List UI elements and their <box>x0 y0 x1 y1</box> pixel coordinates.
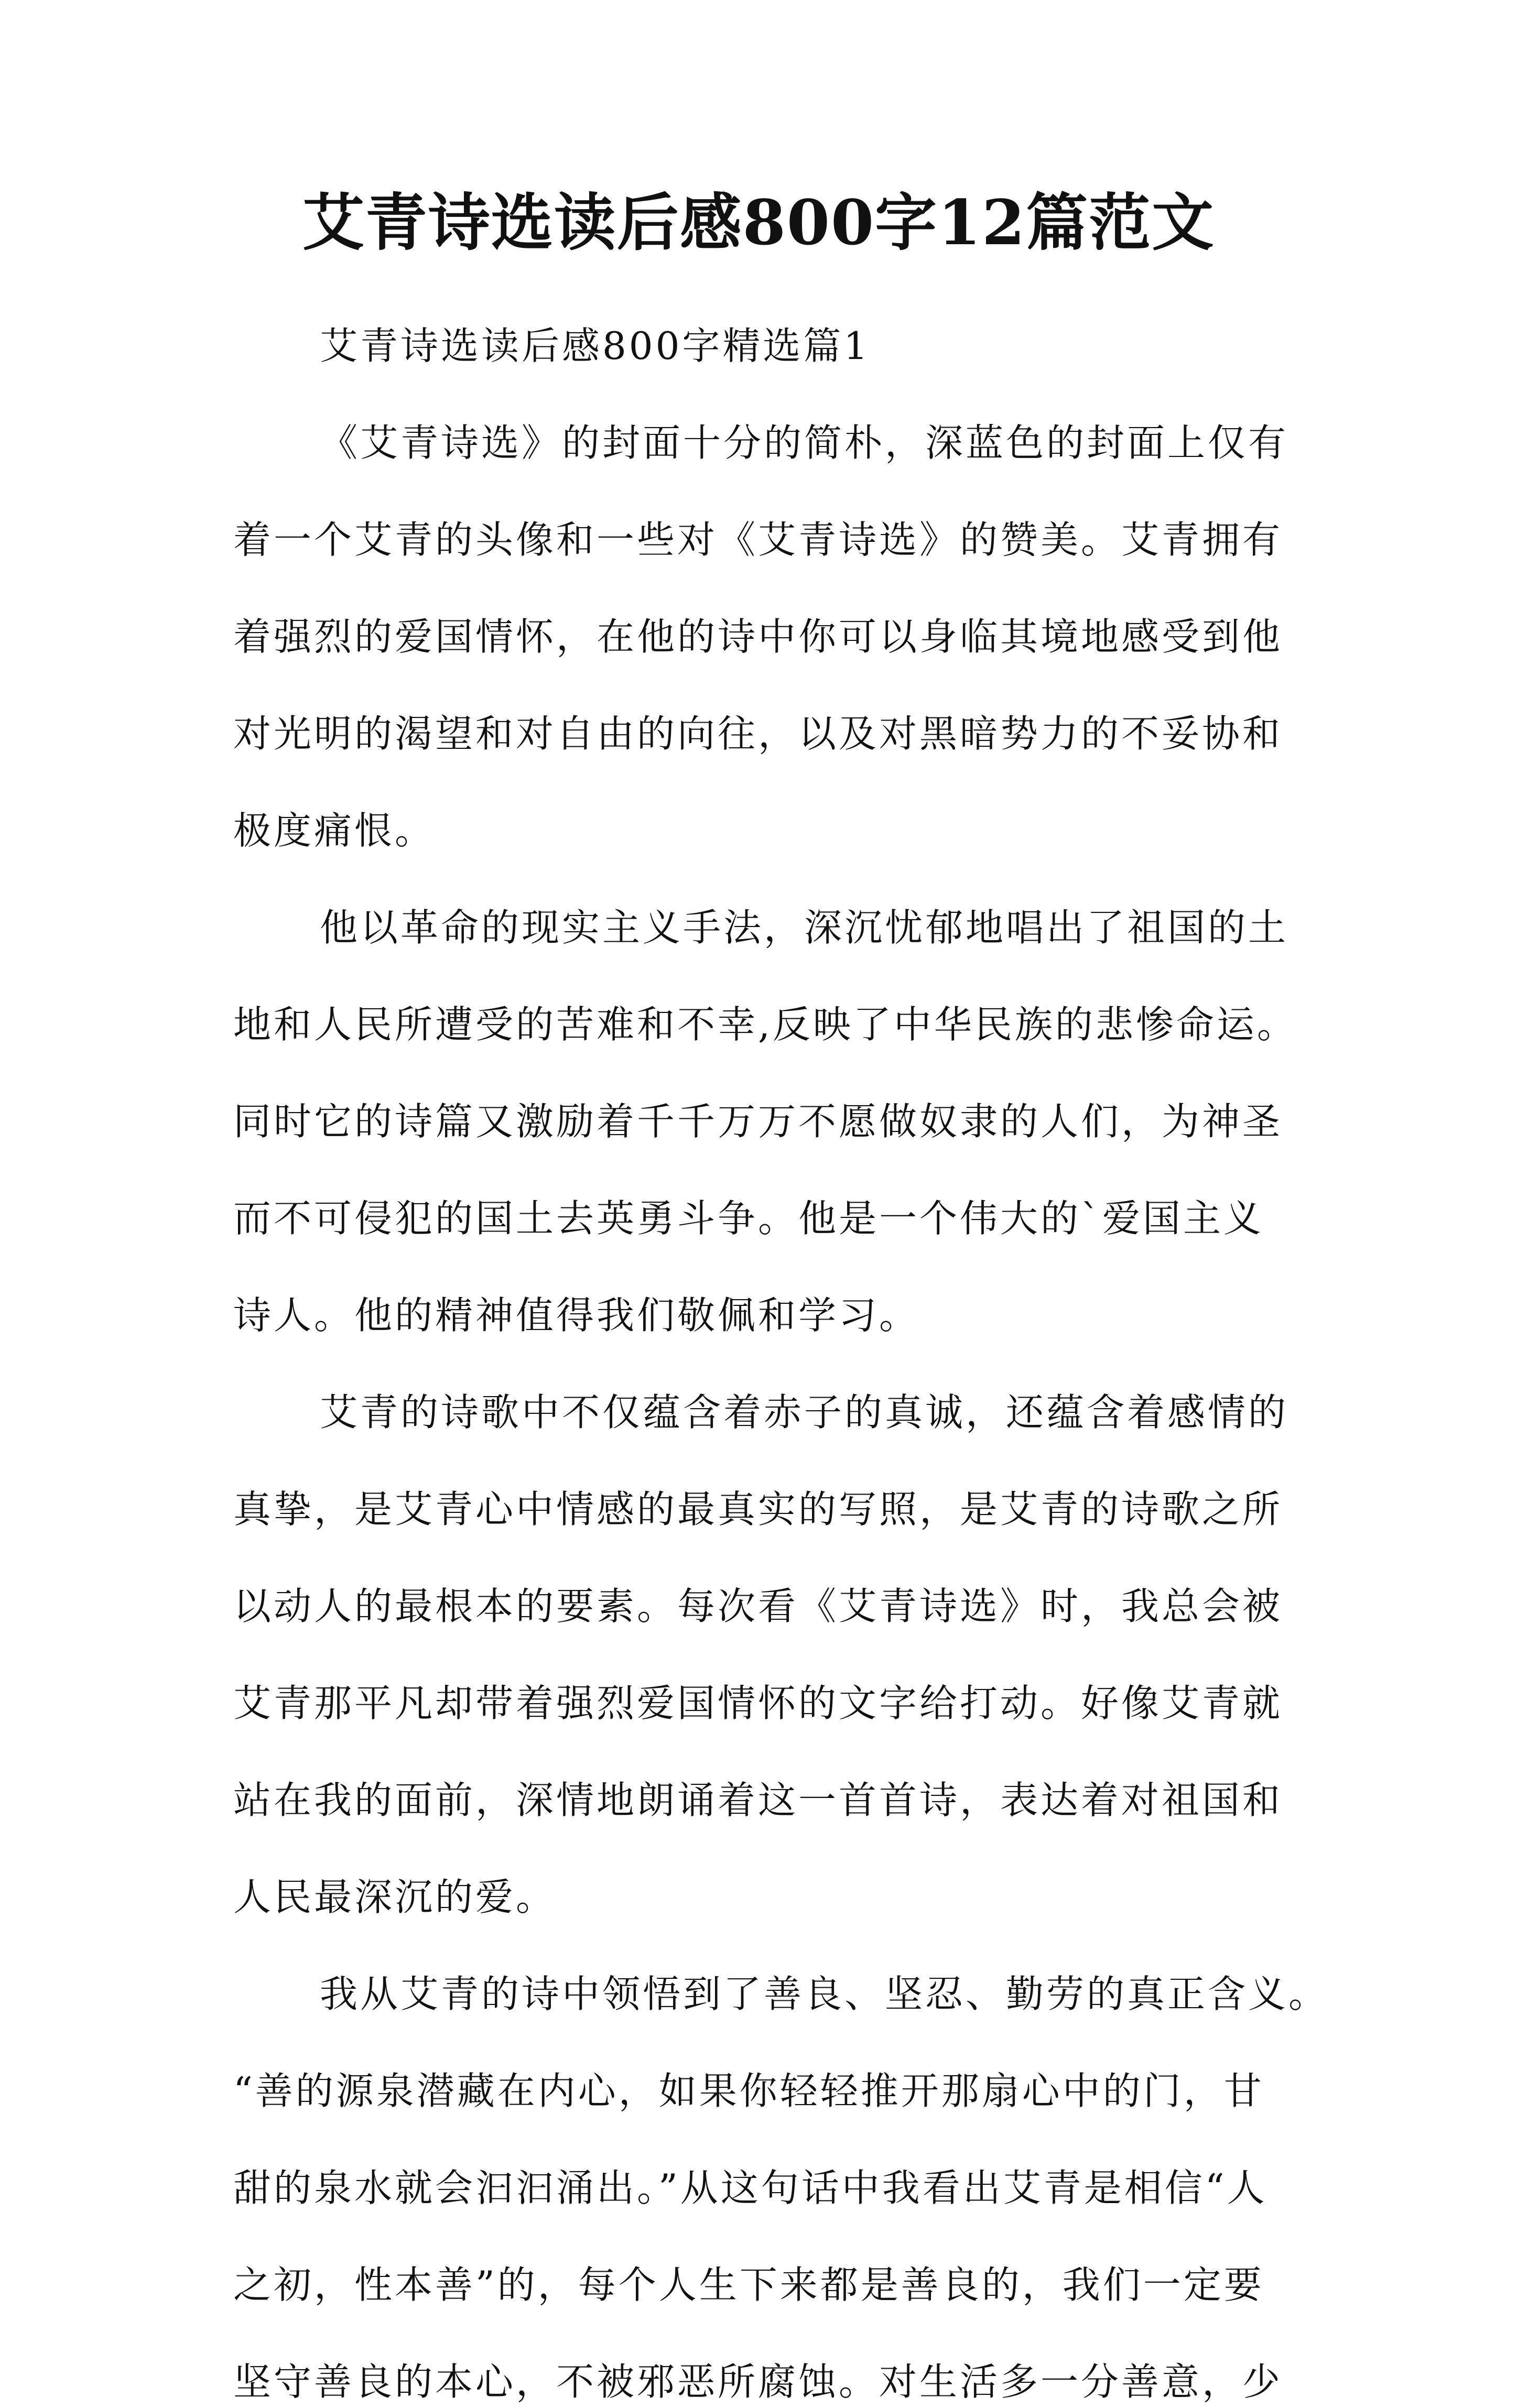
paragraph-4-line-1: 我从艾青的诗中领悟到了善良、坚忍、勤劳的真正含义。 <box>320 1972 1329 2016</box>
paragraph-3-line-2: 真挚，是艾青心中情感的最真实的写照，是艾青的诗歌之所 <box>233 1487 1283 1531</box>
paragraph-2-line-3: 同时它的诗篇又激励着千千万万不愿做奴隶的人们，为神圣 <box>233 1099 1283 1143</box>
paragraph-3-line-4: 艾青那平凡却带着强烈爱国情怀的文字给打动。好像艾青就 <box>233 1681 1283 1725</box>
paragraph-1-line-5: 极度痛恨。 <box>233 809 436 853</box>
document-title: 艾青诗选读后感800字12篇范文 <box>302 186 1215 259</box>
paragraph-1-line-2: 着一个艾青的头像和一些对《艾青诗选》的赞美。艾青拥有 <box>233 518 1283 562</box>
paragraph-4-line-3: 甜的泉水就会汩汩涌出。”从这句话中我看出艾青是相信“人 <box>233 2166 1267 2210</box>
paragraph-1-line-3: 着强烈的爱国情怀，在他的诗中你可以身临其境地感受到他 <box>233 615 1283 659</box>
paragraph-3-line-1: 艾青的诗歌中不仅蕴含着赤子的真诚，还蕴含着感情的 <box>320 1390 1289 1434</box>
paragraph-2-line-1: 他以革命的现实主义手法，深沉忧郁地唱出了祖国的土 <box>320 906 1289 950</box>
paragraph-1-line-4: 对光明的渴望和对自由的向往，以及对黑暗势力的不妥协和 <box>233 712 1283 756</box>
paragraph-4-line-4: 之初，性本善”的，每个人生下来都是善良的，我们一定要 <box>233 2263 1264 2307</box>
paragraph-3-line-6: 人民最深沉的爱。 <box>233 1875 557 1919</box>
paragraph-2-line-4: 而不可侵犯的国土去英勇斗争。他是一个伟大的`爱国主义 <box>233 1196 1264 1240</box>
paragraph-4-line-2: “善的源泉潜藏在内心，如果你轻轻推开那扇心中的门，甘 <box>233 2069 1264 2113</box>
paragraph-3-line-3: 以动人的最根本的要素。每次看《艾青诗选》时，我总会被 <box>233 1584 1283 1628</box>
paragraph-2-line-5: 诗人。他的精神值得我们敬佩和学习。 <box>233 1293 920 1337</box>
paragraph-3-line-5: 站在我的面前，深情地朗诵着这一首首诗，表达着对祖国和 <box>233 1778 1283 1822</box>
paragraph-4-line-5: 坚守善良的本心，不被邪恶所腐蚀。对生活多一分善意，少 <box>233 2360 1283 2404</box>
paragraph-1-line-1: 《艾青诗选》的封面十分的简朴，深蓝色的封面上仅有 <box>320 421 1289 465</box>
paragraph-2-line-2: 地和人民所遭受的苦难和不幸,反映了中华民族的悲惨命运。 <box>233 1003 1297 1047</box>
section-heading: 艾青诗选读后感800字精选篇1 <box>320 324 871 368</box>
